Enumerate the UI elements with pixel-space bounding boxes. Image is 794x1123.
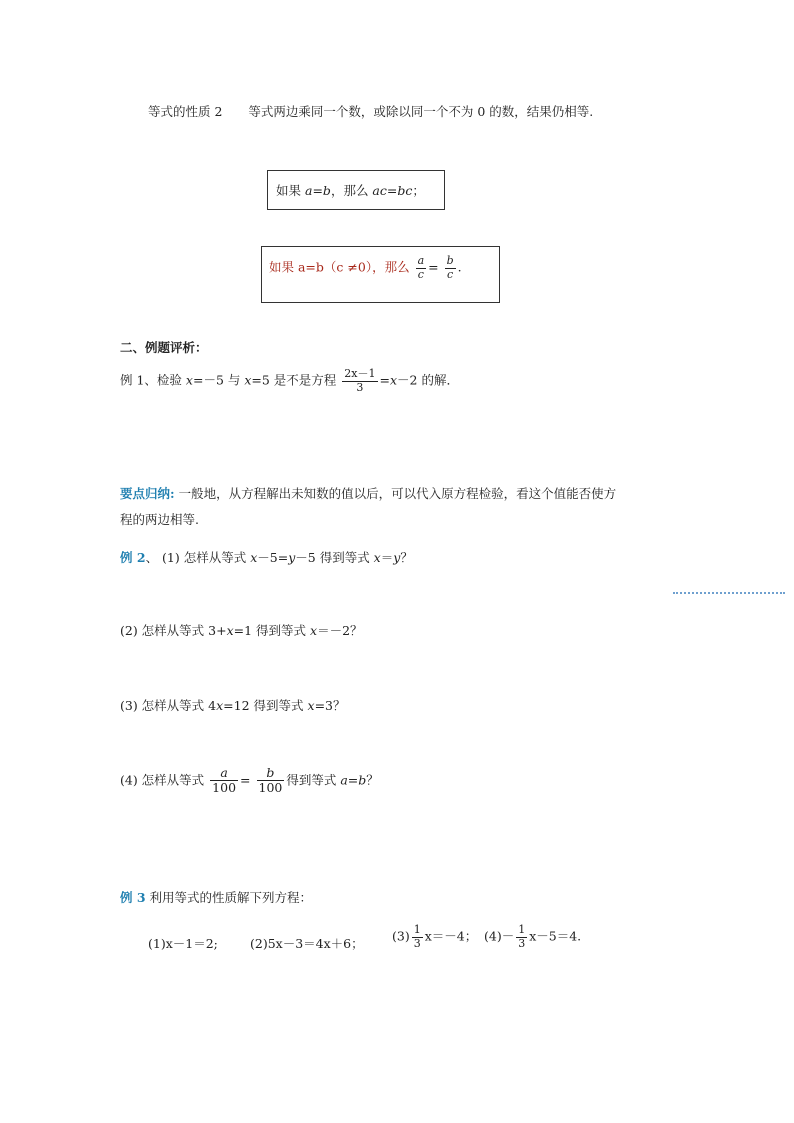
ex3-eq3-post: x＝－4；: [424, 928, 478, 944]
box2-frac-right: [445, 255, 456, 281]
box2-end: .: [457, 259, 462, 275]
box2-den-c: c: [417, 267, 424, 281]
ex3-eq4-den: 3: [518, 936, 526, 950]
ex2-q1-text1: 、 (1) 怎样从等式: [145, 550, 251, 565]
ex1-denominator: 3: [356, 380, 364, 394]
box1-end: ；: [412, 183, 425, 198]
box2-frac-left: [416, 255, 427, 281]
rule-box-multiply: [267, 170, 445, 210]
ex3-eq1: (1)x－1＝2;: [148, 936, 218, 951]
ex3-eq3-num: 1: [413, 923, 421, 936]
box1-var-a: a: [304, 183, 313, 198]
ex2-q4-eq: =: [240, 772, 251, 788]
ex2-q2-var2: x: [310, 623, 318, 638]
ex2-q1-var1: x: [250, 550, 258, 565]
ex2-q1-text4: ＝: [380, 550, 394, 565]
keypoint-text1: 一般地，从方程解出未知数的值以后，可以代入原方程检验，看这个值能否使方: [174, 486, 617, 501]
ex2-q1-var4: y: [393, 550, 401, 565]
ex2-q1-text5: ？: [400, 550, 413, 565]
ex1-fraction: [342, 368, 377, 394]
ex2-q2-text1: (2) 怎样从等式 3+: [120, 623, 227, 638]
box1-then: ，那么: [330, 183, 373, 198]
keypoint-line1: [120, 484, 616, 502]
ex2-q4-eq2: =: [347, 772, 359, 788]
ex2-q4-text1: (4) 怎样从等式: [120, 772, 205, 788]
ex1-eq: =: [379, 372, 390, 388]
ex2-q1-text2: －5=: [257, 550, 289, 565]
example2-q1: [120, 548, 413, 566]
ex2-q4-den1: 100: [212, 780, 237, 796]
box2-prefix: 如果: [269, 259, 298, 275]
box2-eq: =: [428, 259, 439, 275]
example1-line: [120, 368, 459, 394]
property2-title: 等式的性质 2: [148, 104, 223, 119]
ex2-q4-frac-right: [257, 766, 285, 796]
example2-q4: [120, 766, 379, 796]
ex2-q2-var1: x: [226, 623, 234, 638]
example3-heading: [120, 888, 312, 906]
property2-text: 等式两边乘同一个数，或除以同一个不为 0 的数，结果仍相等.: [248, 104, 594, 119]
keypoint-label: 要点归纳:: [120, 486, 175, 501]
box2-num-b: b: [446, 254, 454, 267]
ex2-q4-num2: b: [266, 765, 275, 780]
ex2-q1-var2: y: [288, 550, 296, 565]
ex2-q3-text1: (3) 怎样从等式 4: [120, 698, 217, 713]
rule-box-multiply-text: [276, 181, 425, 199]
ex1-text3: =5 是不是方程: [251, 372, 337, 388]
ex2-q3-var2: x: [307, 698, 315, 713]
ex1-text2: =－5 与: [192, 372, 245, 388]
ex3-text: 利用等式的性质解下列方程：: [145, 890, 313, 905]
ex3-eq3: [392, 924, 477, 950]
ex1-label: 例 1、检验: [120, 372, 186, 388]
ex3-eq3-frac: [412, 924, 423, 950]
ex3-label: 例 3: [120, 890, 146, 905]
ex3-eq4: [484, 924, 581, 950]
ex3-eq4-prefix: (4)－: [484, 928, 515, 944]
ex3-eq4-frac: [516, 924, 527, 950]
ex2-q3-text2: =12 得到等式: [223, 698, 308, 713]
ex3-eq4-post: x－5＝4.: [529, 928, 582, 944]
ex2-q4-var1: a: [340, 772, 348, 788]
keypoint-line2: 程的两边相等.: [120, 512, 199, 527]
ex3-eq2: (2)5x－3＝4x＋6；: [250, 936, 364, 951]
ex2-q1-text3: －5 得到等式: [295, 550, 374, 565]
ex2-q1-var3: x: [373, 550, 381, 565]
property2-line: [148, 102, 593, 120]
box1-eq2: =: [386, 183, 398, 198]
ex2-q4-frac-left: [210, 766, 238, 796]
ex2-q3-text3: =3？: [314, 698, 346, 713]
ex2-q4-text4: ？: [366, 772, 379, 788]
box1-rhs: bc: [397, 183, 413, 198]
box2-num-a: a: [417, 254, 425, 267]
ex2-q4-var2: b: [358, 772, 367, 788]
rule-box-divide-text: [269, 255, 462, 281]
ex1-var-x2: x: [244, 372, 252, 388]
box1-eq: =: [312, 183, 323, 198]
box2-den-c2: c: [447, 267, 454, 281]
dotted-separator: [673, 592, 785, 594]
ex2-q4-den2: 100: [258, 780, 283, 796]
ex3-eq3-den: 3: [413, 936, 421, 950]
ex2-q3-var1: x: [216, 698, 224, 713]
ex1-numerator: 2x－1: [344, 367, 376, 380]
ex2-q2-text3: ＝－2？: [317, 623, 363, 638]
box1-var-b: b: [322, 183, 331, 198]
example2-q3: [120, 696, 346, 714]
box2-condition: a=b（c ≠0），那么: [297, 259, 410, 275]
ex1-var-x3: x: [389, 372, 398, 388]
rule-box-divide: [261, 246, 500, 303]
ex1-text5: －2 的解．: [397, 372, 459, 388]
box1-prefix: 如果: [276, 183, 305, 198]
ex3-eq4-num: 1: [518, 923, 526, 936]
ex2-q4-num1: a: [220, 765, 228, 780]
ex2-q2-text2: =1 得到等式: [233, 623, 311, 638]
ex3-eq3-prefix: (3): [392, 928, 410, 944]
section-heading-examples: 二、例题评析：: [120, 340, 208, 355]
box1-lhs: ac: [372, 183, 387, 198]
ex2-label: 例 2: [120, 550, 146, 565]
example2-q2: [120, 621, 363, 639]
ex2-q4-text2: 得到等式: [286, 772, 341, 788]
ex1-var-x1: x: [185, 372, 193, 388]
